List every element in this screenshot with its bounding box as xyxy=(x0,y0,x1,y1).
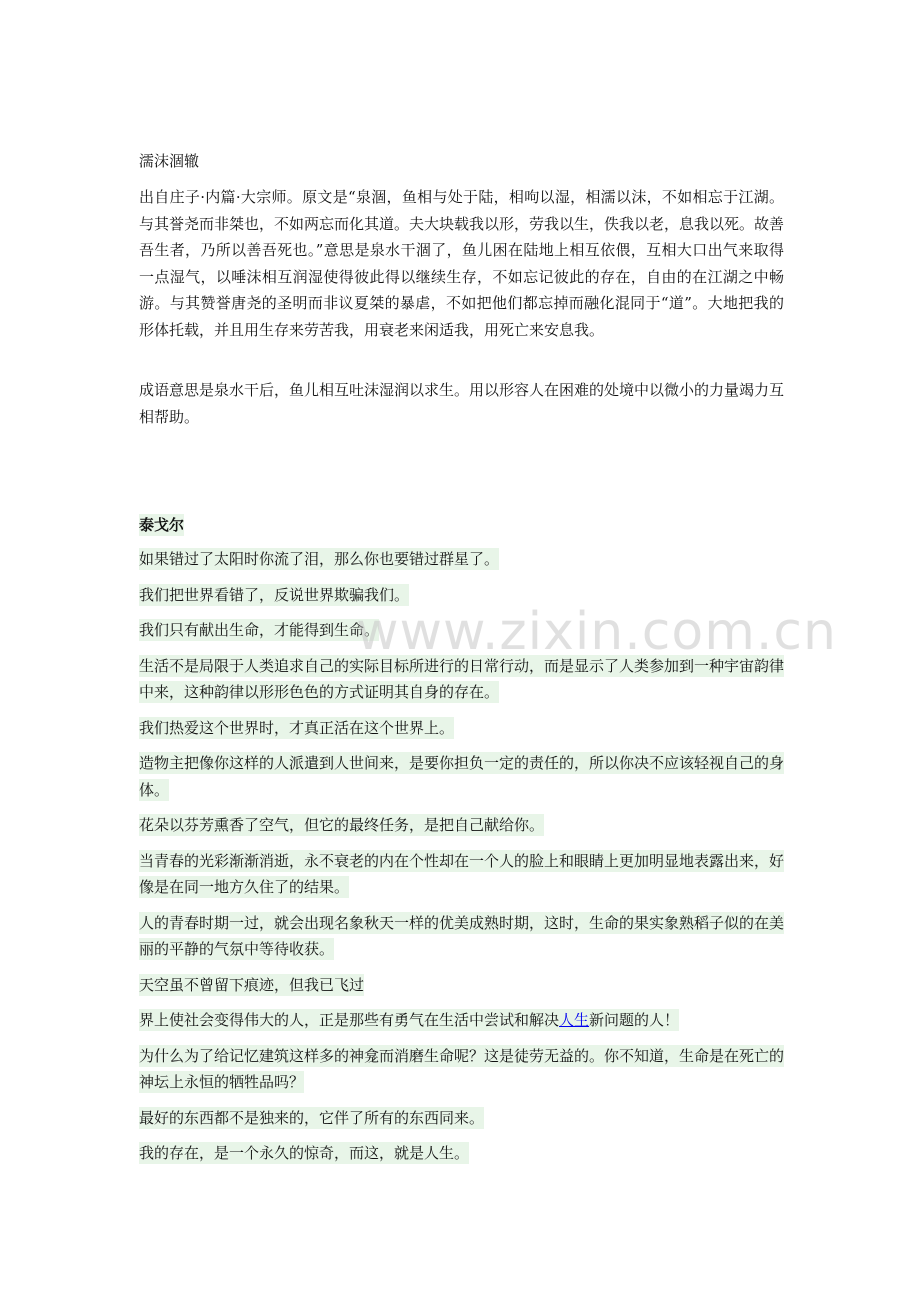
quote-text: 花朵以芬芳熏香了空气，但它的最终任务，是把自己献给你。 xyxy=(139,816,545,834)
tagore-quotes-section xyxy=(139,512,784,1176)
quote-text: 天空虽不曾留下痕迹，但我已飞过 xyxy=(139,975,365,994)
quote-item xyxy=(139,546,784,573)
quote-item xyxy=(139,1043,784,1096)
quote-text xyxy=(139,1009,679,1031)
author-name: 泰戈尔 xyxy=(139,516,185,534)
quote-text: 如果错过了太阳时你流了泪，那么你也要错过群星了。 xyxy=(139,550,500,568)
idiom-origin-paragraph: 出自庄子·内篇·大宗师。原文是“泉涸，鱼相与处于陆，相呴以湿，相濡以沫，不如相忘于江湖。与其誉尧而非桀也，不如两忘而化其道。夫大块载我以形，劳我以生，佚我以老，息我以死。故善吾生者，乃所以善吾死也。”意思是泉水干涸了，鱼儿困在陆地上相互依偎，互相大口出气来取得一点湿气，以唾沫相互润湿使得彼此得以继续生存，不如忘记彼此的存在，自由的在江湖之中畅游。与其赞誉唐尧的圣明而非议夏桀的暴虐，不如把他们都忘掉而融化混同于“道”。大地把我的形体托载，并且用生存来劳苦我，用衰老来闲适我，用死亡来安息我。 xyxy=(139,188,785,339)
quote-item xyxy=(139,910,784,963)
quote-item-with-link xyxy=(139,1007,784,1034)
quote-item xyxy=(139,582,784,609)
quote-text: 为什么为了给记忆建筑这样多的神龛而消磨生命呢？这是徒劳无益的。你不知道，生命是在死亡的神坛上永恒的牺牲品吗？ xyxy=(139,1046,785,1091)
quote-item xyxy=(139,653,784,706)
quote-text: 造物主把像你这样的人派遣到人世间来，是要你担负一定的责任的，所以你决不应该轻视自己的身体。 xyxy=(139,754,785,799)
quote-text: 我们把世界看错了，反说世界欺骗我们。 xyxy=(139,585,410,604)
quote-item xyxy=(139,750,784,803)
author-heading xyxy=(139,512,784,538)
quote-item xyxy=(139,1140,784,1167)
life-link[interactable]: 人生 xyxy=(559,1011,590,1029)
idiom-meaning-paragraph: 成语意思是泉水干后，鱼儿相互吐沫湿润以求生。用以形容人在困难的处境中以微小的力量竭力互相帮助。 xyxy=(139,381,785,426)
watermark-text: www.zixin.com.cn xyxy=(356,602,837,662)
idiom-title: 濡沫涸辙 xyxy=(139,152,200,170)
quote-item xyxy=(139,848,784,901)
quote-text-after-link: 新问题的人！ xyxy=(589,1011,680,1029)
quote-item xyxy=(139,617,784,644)
quote-text: 当青春的光彩渐渐消逝，永不衰老的内在个性却在一个人的脸上和眼睛上更加明显地表露出来，好像是在同一地方久住了的结果。 xyxy=(139,851,785,896)
quote-text: 我的存在，是一个永久的惊奇，而这，就是人生。 xyxy=(139,1144,470,1162)
quote-item xyxy=(139,1105,784,1132)
quote-text: 我们热爱这个世界时，才真正活在这个世界上。 xyxy=(139,718,455,737)
quote-text: 人的青春时期一过，就会出现名象秋天一样的优美成熟时期，这时，生命的果实象熟稻子似的在美丽的平静的气氛中等待收获。 xyxy=(139,913,785,958)
quote-text: 生活不是局限于人类追求自己的实际目标所进行的日常行动，而是显示了人类参加到一种宇宙韵律中来，这种韵律以形形色色的方式证明其自身的存在。 xyxy=(139,656,785,701)
quote-item xyxy=(139,812,784,839)
quote-item xyxy=(139,972,784,999)
quote-text: 我们只有献出生命，才能得到生命。 xyxy=(139,621,380,639)
quote-item xyxy=(139,715,784,742)
quote-text: 最好的东西都不是独来的，它伴了所有的东西同来。 xyxy=(139,1108,485,1127)
quote-text-before-link: 界上使社会变得伟大的人，正是那些有勇气在生活中尝试和解决 xyxy=(139,1011,560,1029)
